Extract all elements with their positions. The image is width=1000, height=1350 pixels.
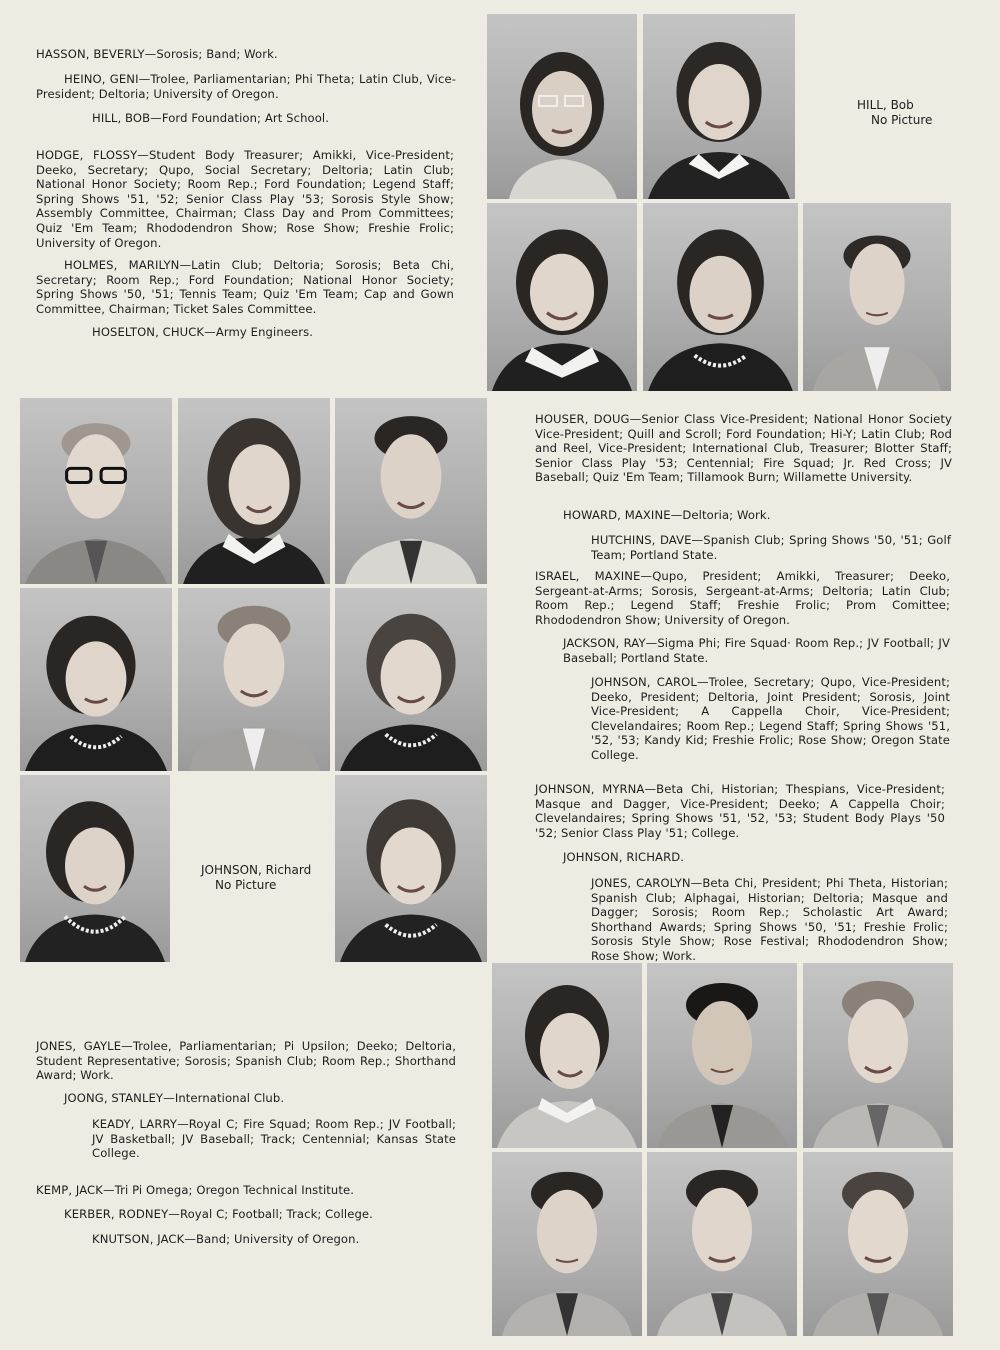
no-picture-label: No Picture — [871, 113, 933, 127]
entry-joong-stanley: JOONG, STANLEY—International Club. — [64, 1091, 285, 1105]
portrait-photo — [20, 588, 172, 771]
entry-houser-doug: HOUSER, DOUG—Senior Class Vice-President; National Honor Society Vice-President; Quill and Scroll; Ford Foundation; Hi-Y; Latin Club; Rod and Reel, Vice-President; International Club, Treasurer; Blotter Staff; Senior Class Play '53; Centennial; Fire Squad; Jr. Red Cross; JV Baseball; Quiz 'Em Team; Tillamook Burn; Willamette University. — [535, 412, 952, 485]
entry-kemp-jack: KEMP, JACK—Tri Pi Omega; Oregon Technical Institute. — [36, 1183, 355, 1197]
entry-kerber-rodney: KERBER, RODNEY—Royal C; Football; Track; College. — [64, 1207, 373, 1221]
entry-keady-larry: KEADY, LARRY—Royal C; Fire Squad; Room Rep.; JV Football; JV Basketball; JV Baseball; Track; Centennial; Kansas State College. — [92, 1117, 456, 1161]
portrait-photo — [178, 398, 330, 584]
portrait-photo — [803, 203, 951, 391]
entry-knutson-jack: KNUTSON, JACK—Band; University of Oregon. — [92, 1232, 360, 1246]
entry-hasson-beverly: HASSON, BEVERLY—Sorosis; Band; Work. — [36, 47, 278, 61]
portrait-photo — [487, 14, 637, 199]
entry-howard-maxine: HOWARD, MAXINE—Deltoria; Work. — [563, 508, 771, 522]
no-picture-note-hill — [857, 98, 932, 128]
portrait-photo — [335, 588, 487, 771]
no-picture-note-johnson — [201, 863, 311, 893]
entry-israel-maxine: ISRAEL, MAXINE—Qupo, President; Amikki, Treasurer; Deeko, Sergeant-at-Arms; Sorosis, Sergeant-at-Arms; Deltoria; Latin Club; Room Rep.; Legend Staff; Freshie Frolic; Prom Comittee; Rhododendron Show; University of Oregon. — [535, 569, 950, 627]
entry-johnson-carol: JOHNSON, CAROL—Trolee, Secretary; Qupo, Vice-President; Deeko, President; Deltoria, Joint President; Sorosis, Joint Vice-President; A Cappella Choir, Vice-President; Clevelandaires; Room Rep.; Legend Staff; Spring Shows '51, '52, '53; Kandy Kid; Freshie Frolic; Rose Show; Oregon State College. — [591, 675, 950, 762]
no-picture-label: No Picture — [215, 878, 277, 892]
entry-hutchins-dave: HUTCHINS, DAVE—Spanish Club; Spring Shows '50, '51; Golf Team; Portland State. — [591, 533, 952, 562]
portrait-photo — [20, 398, 172, 584]
portrait-photo — [335, 775, 487, 962]
portrait-photo — [803, 1152, 953, 1336]
portrait-photo — [178, 588, 330, 771]
no-picture-name: JOHNSON, Richard — [201, 863, 312, 877]
entry-johnson-myrna: JOHNSON, MYRNA—Beta Chi, Historian; Thespians, Vice-President; Masque and Dagger, Vice-President; Deeko; A Cappella Choir; Clevelandaires; Spring Shows '51, '52, '53; Student Body Plays '50 '52; Senior Class Play '51; College. — [535, 782, 945, 840]
entry-hoselton-chuck: HOSELTON, CHUCK—Army Engineers. — [92, 325, 314, 339]
portrait-photo — [487, 203, 637, 391]
portrait-photo — [647, 1152, 797, 1336]
portrait-photo — [492, 963, 642, 1148]
portrait-photo — [335, 398, 487, 584]
entry-hill-bob: HILL, BOB—Ford Foundation; Art School. — [92, 111, 330, 125]
portrait-photo — [643, 14, 795, 199]
entry-johnson-richard: JOHNSON, RICHARD. — [563, 850, 685, 864]
portrait-photo — [647, 963, 797, 1148]
entry-jones-gayle: JONES, GAYLE—Trolee, Parliamentarian; Pi Upsilon; Deeko; Deltoria, Student Representative; Sorosis; Spanish Club; Room Rep.; Shorthand Award; Work. — [36, 1039, 456, 1083]
portrait-photo — [643, 203, 798, 391]
no-picture-name: HILL, Bob — [857, 98, 914, 112]
entry-hodge-flossy: HODGE, FLOSSY—Student Body Treasurer; Amikki, Vice-President; Deeko, Secretary; Qupo, Social Secretary; Deltoria; Latin Club; National Honor Society; Room Rep.; Ford Foundation; Legend Staff; Spring Shows '51, '52; Senior Class Play '53; Sorosis Style Show; Assembly Committee, Chairman; Class Day and Prom Committees; Quiz 'Em Team; Rhododendron Show; Rose Show; Freshie Frolic; University of Oregon. — [36, 148, 454, 250]
portrait-photo — [20, 775, 170, 962]
portrait-photo — [492, 1152, 642, 1336]
entry-jones-carolyn: JONES, CAROLYN—Beta Chi, President; Phi Theta, Historian; Spanish Club; Alphagai, Historian; Deltoria; Masque and Dagger; Sorosis; Room Rep.; Scholastic Art Award; Shorthand Awards; Spring Shows '50, '51; Freshie Frolic; Sorosis Style Show; Rose Festival; Rhododendron Show; Rose Show; Work. — [591, 876, 948, 963]
entry-heino-geni: HEINO, GENI—Trolee, Parliamentarian; Phi Theta; Latin Club, Vice-President; Deltoria; University of Oregon. — [36, 72, 456, 101]
entry-holmes-marilyn: HOLMES, MARILYN—Latin Club; Deltoria; Sorosis; Beta Chi, Secretary; Room Rep.; Ford Foundation; National Honor Society; Spring Shows '50, '51; Tennis Team; Quiz 'Em Team; Cap and Gown Committee, Chairman; Ticket Sales Committee. — [36, 258, 454, 316]
entry-jackson-ray: JACKSON, RAY—Sigma Phi; Fire Squad· Room Rep.; JV Football; JV Baseball; Portland State. — [563, 636, 950, 665]
portrait-photo — [803, 963, 953, 1148]
